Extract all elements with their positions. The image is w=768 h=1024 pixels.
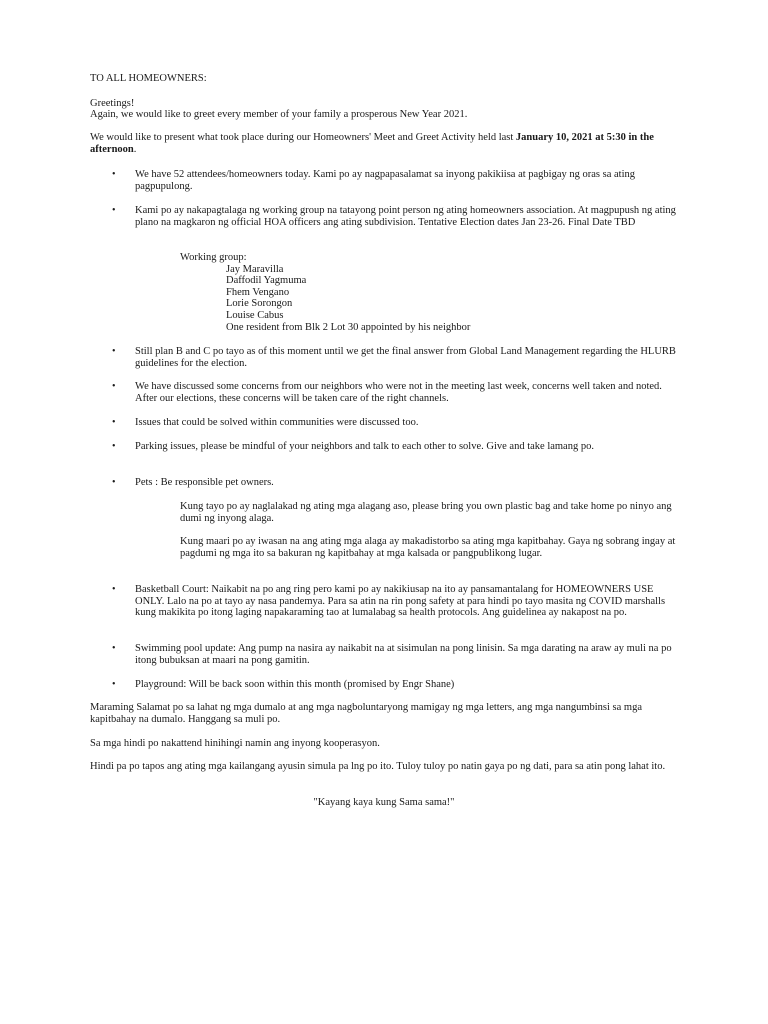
intro-paragraph xyxy=(90,132,680,155)
bullet-text: Basketball Court: Naikabit na po ang ring pero kami po ay nakikiusap na ito ay pansamantalang for HOMEOWNERS USE ONLY. Lalo na po at tayo ay nasa pandemya. Para sa atin na rin pong safety at para hindi po tayo masita ng COVID marshalls kung makikita po itong laging napakaraming tao at lumalabag sa health protocols. Ang guidelinea ay nakapost na po. xyxy=(135,584,666,619)
salutation: TO ALL HOMEOWNERS: xyxy=(90,73,207,84)
working-group-member: One resident from Blk 2 Lot 30 appointed by his neighbor xyxy=(226,321,471,333)
greeting: Greetings! xyxy=(90,98,135,109)
intro-end: . xyxy=(133,143,137,155)
bullet-text: We have 52 attendees/homeowners today. Kami po ay nagpapasalamat sa inyong pakikiisa at pagbigay ng oras sa ating pagpupulong. xyxy=(135,169,635,192)
bullet-text: Issues that could be solved within communities were discussed too. xyxy=(135,417,419,428)
bullet-text: Parking issues, please be mindful of your neighbors and talk to each other to solve. Give and take lamang po. xyxy=(135,441,594,452)
thanks-paragraph: Maraming Salamat po sa lahat ng mga dumalo at ang mga nagboluntaryong mamigay ng mga letters, ang mga nangumbinsi sa mga kapitbahay na dumalo. Hanggang sa muli po. xyxy=(90,702,642,725)
bullet-dot: • xyxy=(112,381,116,392)
working-group-member: Jay Maravilla xyxy=(226,263,284,275)
working-group-member: Lorie Sorongon xyxy=(226,298,293,310)
bullet-dot: • xyxy=(112,584,116,595)
bullet-dot: • xyxy=(112,477,116,488)
working-group-member: Louise Cabus xyxy=(226,309,284,321)
bullet-dot: • xyxy=(112,679,116,690)
pets-note-disturb: Kung maari po ay iwasan na ang ating mga alaga ay makadistorbo sa ating mga kapitbahay. Gaya ng sobrang ingay at pagdumi ng mga ito sa bakuran ng kapitbahay at mga kalsada or pangpublikong lugar. xyxy=(180,536,676,559)
final-note-paragraph: Hindi pa po tapos ang ating mga kailangang ayusin simula pa lng po ito. Tuloy tuloy po natin gaya po ng dati, para sa atin pong lahat ito. xyxy=(90,761,666,772)
bullet-text: Playground: Will be back soon within this month (promised by Engr Shane) xyxy=(135,679,455,690)
bullet-text: Kami po ay nakapagtalaga ng working group na tatayong point person ng ating homeowners association. At magpupush ng ating plano na magkaron ng official HOA officers ang ating subdivision. Tentative Election dates Jan 23-26. Final Date TBD xyxy=(135,205,676,228)
bullet-dot: • xyxy=(112,169,116,180)
pets-note-bag: Kung tayo po ay naglalakad ng ating mga alagang aso, please bring you own plastic bag and take home po ninyo ang dumi ng inyong alaga. xyxy=(180,501,672,524)
working-group-heading: Working group: xyxy=(180,252,247,263)
working-group-member: Daffodil Yagmuma xyxy=(226,275,307,287)
bullet-text: We have discussed some concerns from our neighbors who were not in the meeting last week, concerns well taken and noted. After our elections, these concerns will be taken care of the right channels. xyxy=(135,381,662,404)
meeting-date: January 10, 2021 at 5:30 in the afternoon xyxy=(90,132,654,155)
bullet-dot: • xyxy=(112,441,116,452)
bullet-dot: • xyxy=(112,205,116,216)
bullet-dot: • xyxy=(112,346,116,357)
bullet-text: Pets : Be responsible pet owners. xyxy=(135,477,274,488)
bullet-dot: • xyxy=(112,643,116,654)
bullet-dot: • xyxy=(112,417,116,428)
cooperation-paragraph: Sa mga hindi po nakattend hinihingi namin ang inyong kooperasyon. xyxy=(90,738,380,749)
bullet-text: Swimming pool update: Ang pump na nasira ay naikabit na at sisimulan na pong linisin. Sa mga darating na araw ay muli na po itong bubuksan at maari na pong gamitin. xyxy=(135,643,672,666)
greeting-line: Again, we would like to greet every member of your family a prosperous New Year 2021. xyxy=(90,109,468,120)
working-group-list xyxy=(180,252,580,333)
closing-motto: "Kayang kaya kung Sama sama!" xyxy=(313,797,455,808)
working-group-member: Fhem Vengano xyxy=(226,286,290,298)
intro-text: We would like to present what took place during our Homeowners' Meet and Greet Activity held last xyxy=(90,132,516,143)
bullet-text: Still plan B and C po tayo as of this moment until we get the final answer from Global Land Management regarding the HLURB guidelines for the election. xyxy=(135,346,676,369)
